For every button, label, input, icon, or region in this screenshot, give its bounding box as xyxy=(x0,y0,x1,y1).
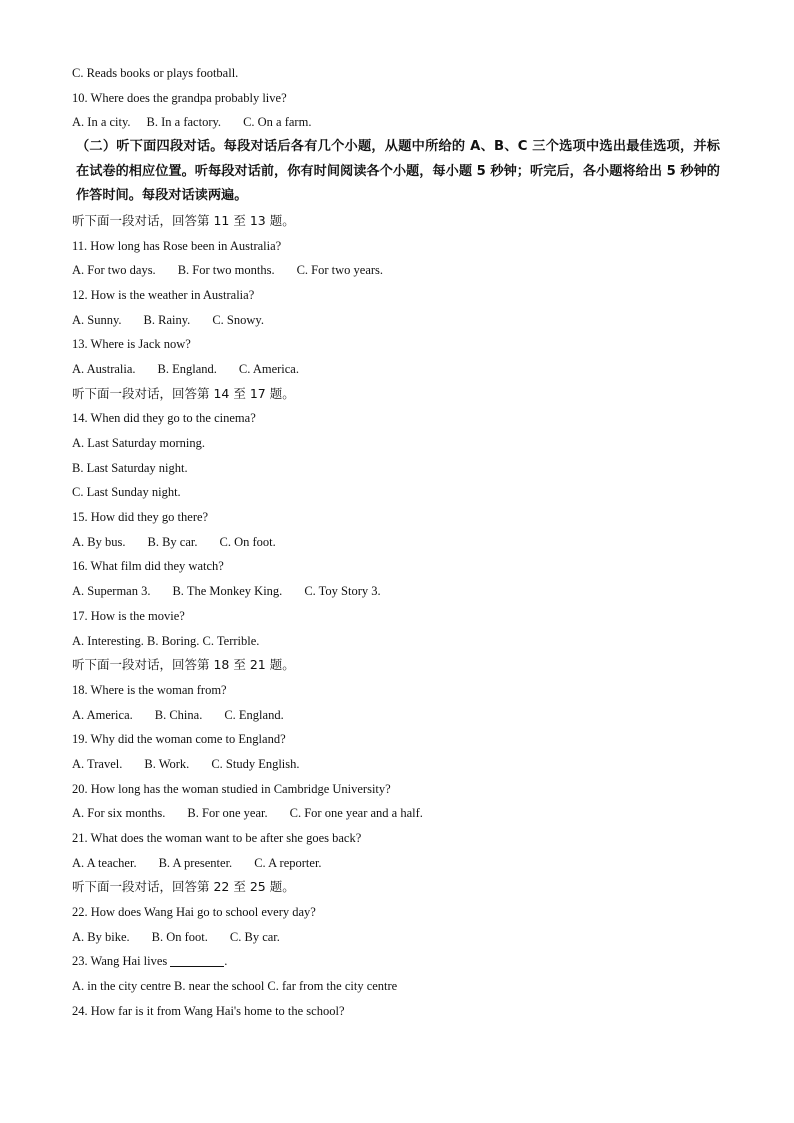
question-23-options: A. in the city centre B. near the school C. far from the city centre xyxy=(72,979,398,994)
option-a: A. Last Saturday morning. xyxy=(72,436,205,451)
option-c: C. For one year and a half. xyxy=(289,806,423,821)
option-c: C. Study English. xyxy=(211,756,300,771)
question-23 xyxy=(72,949,724,974)
option-line: C. Reads books or plays football. xyxy=(72,66,239,80)
option-a: A. Australia. xyxy=(72,361,136,376)
question-22-options xyxy=(72,925,724,950)
option-c: C. On foot. xyxy=(219,534,276,549)
option-b: B. For one year. xyxy=(187,806,268,821)
option-a: A. For six months. xyxy=(72,806,166,821)
option-c: C. By car. xyxy=(229,929,280,944)
option-b: B. A presenter. xyxy=(158,855,233,870)
option-b: B. China. xyxy=(154,707,203,722)
option-a: A. America. xyxy=(72,707,133,722)
dialogue-heading: 听下面一段对话，回答第 11 至 13 题。 xyxy=(72,212,295,228)
question-23-text: 23. Wang Hai lives xyxy=(72,954,168,969)
option-a: A. For two days. xyxy=(72,263,156,278)
question-10-options xyxy=(72,110,724,135)
question-12-options xyxy=(72,308,724,333)
section-instructions: （二）听下面四段对话。每段对话后各有几个小题，从题中所给的 A、B、C 三个选项中选出最佳选项，并标在试卷的相应位置。听每段对话前，你有时间阅读各个小题，每小题 5 秒钟；听完后，各小题将给出 5 秒钟的作答时间。每段对话读两遍。 xyxy=(76,139,720,204)
option-b: B. Last Saturday night. xyxy=(72,460,188,475)
option-a: A. By bus. xyxy=(72,534,126,549)
question-13-options xyxy=(72,357,724,382)
question-16-options xyxy=(72,579,724,604)
question-11: 11. How long has Rose been in Australia? xyxy=(72,238,282,253)
option-a: A. Superman 3. xyxy=(72,584,151,599)
question-16: 16. What film did they watch? xyxy=(72,559,224,574)
option-b: B. On foot. xyxy=(151,929,208,944)
page-content xyxy=(72,61,724,1024)
question-22: 22. How does Wang Hai go to school every day? xyxy=(72,905,316,920)
question-21: 21. What does the woman want to be after she goes back? xyxy=(72,831,362,846)
question-20-options xyxy=(72,801,724,826)
answer-blank xyxy=(170,954,224,967)
dialogue-heading: 听下面一段对话，回答第 18 至 21 题。 xyxy=(72,657,295,673)
question-17-options: A. Interesting. B. Boring. C. Terrible. xyxy=(72,633,260,648)
option-b: B. By car. xyxy=(147,534,198,549)
question-19-options xyxy=(72,752,724,777)
question-15: 15. How did they go there? xyxy=(72,510,209,525)
option-b: B. For two months. xyxy=(177,263,275,278)
option-b: B. The Monkey King. xyxy=(172,584,283,599)
question-12: 12. How is the weather in Australia? xyxy=(72,287,255,302)
dialogue-heading: 听下面一段对话，回答第 22 至 25 题。 xyxy=(72,879,295,895)
option-a: A. Sunny. xyxy=(72,312,122,327)
question-18: 18. Where is the woman from? xyxy=(72,682,227,697)
dialogue-heading: 听下面一段对话，回答第 14 至 17 题。 xyxy=(72,385,295,401)
option-b: B. In a factory. xyxy=(146,115,222,130)
question-11-options xyxy=(72,258,724,283)
option-b: B. Rainy. xyxy=(143,312,191,327)
option-a: A. Travel. xyxy=(72,756,123,771)
option-c: C. A reporter. xyxy=(254,855,322,870)
question-13: 13. Where is Jack now? xyxy=(72,337,191,352)
question-23-period: . xyxy=(224,954,228,969)
option-c: C. England. xyxy=(224,707,284,722)
option-c: C. For two years. xyxy=(296,263,384,278)
question-17: 17. How is the movie? xyxy=(72,608,185,623)
question-24: 24. How far is it from Wang Hai's home to the school? xyxy=(72,1003,345,1018)
option-b: B. England. xyxy=(157,361,217,376)
option-c: C. Toy Story 3. xyxy=(304,584,381,599)
question-18-options xyxy=(72,703,724,728)
question-10: 10. Where does the grandpa probably live? xyxy=(72,90,287,105)
question-14: 14. When did they go to the cinema? xyxy=(72,411,256,426)
question-15-options xyxy=(72,530,724,555)
option-c: C. Snowy. xyxy=(212,312,264,327)
option-a: A. A teacher. xyxy=(72,855,137,870)
option-c: C. America. xyxy=(238,361,299,376)
option-c: C. Last Sunday night. xyxy=(72,485,181,500)
question-19: 19. Why did the woman come to England? xyxy=(72,732,286,747)
option-a: A. In a city. xyxy=(72,115,131,130)
option-c: C. On a farm. xyxy=(243,115,312,130)
question-21-options xyxy=(72,851,724,876)
option-a: A. By bike. xyxy=(72,929,130,944)
option-b: B. Work. xyxy=(144,756,190,771)
question-20: 20. How long has the woman studied in Cambridge University? xyxy=(72,781,391,796)
